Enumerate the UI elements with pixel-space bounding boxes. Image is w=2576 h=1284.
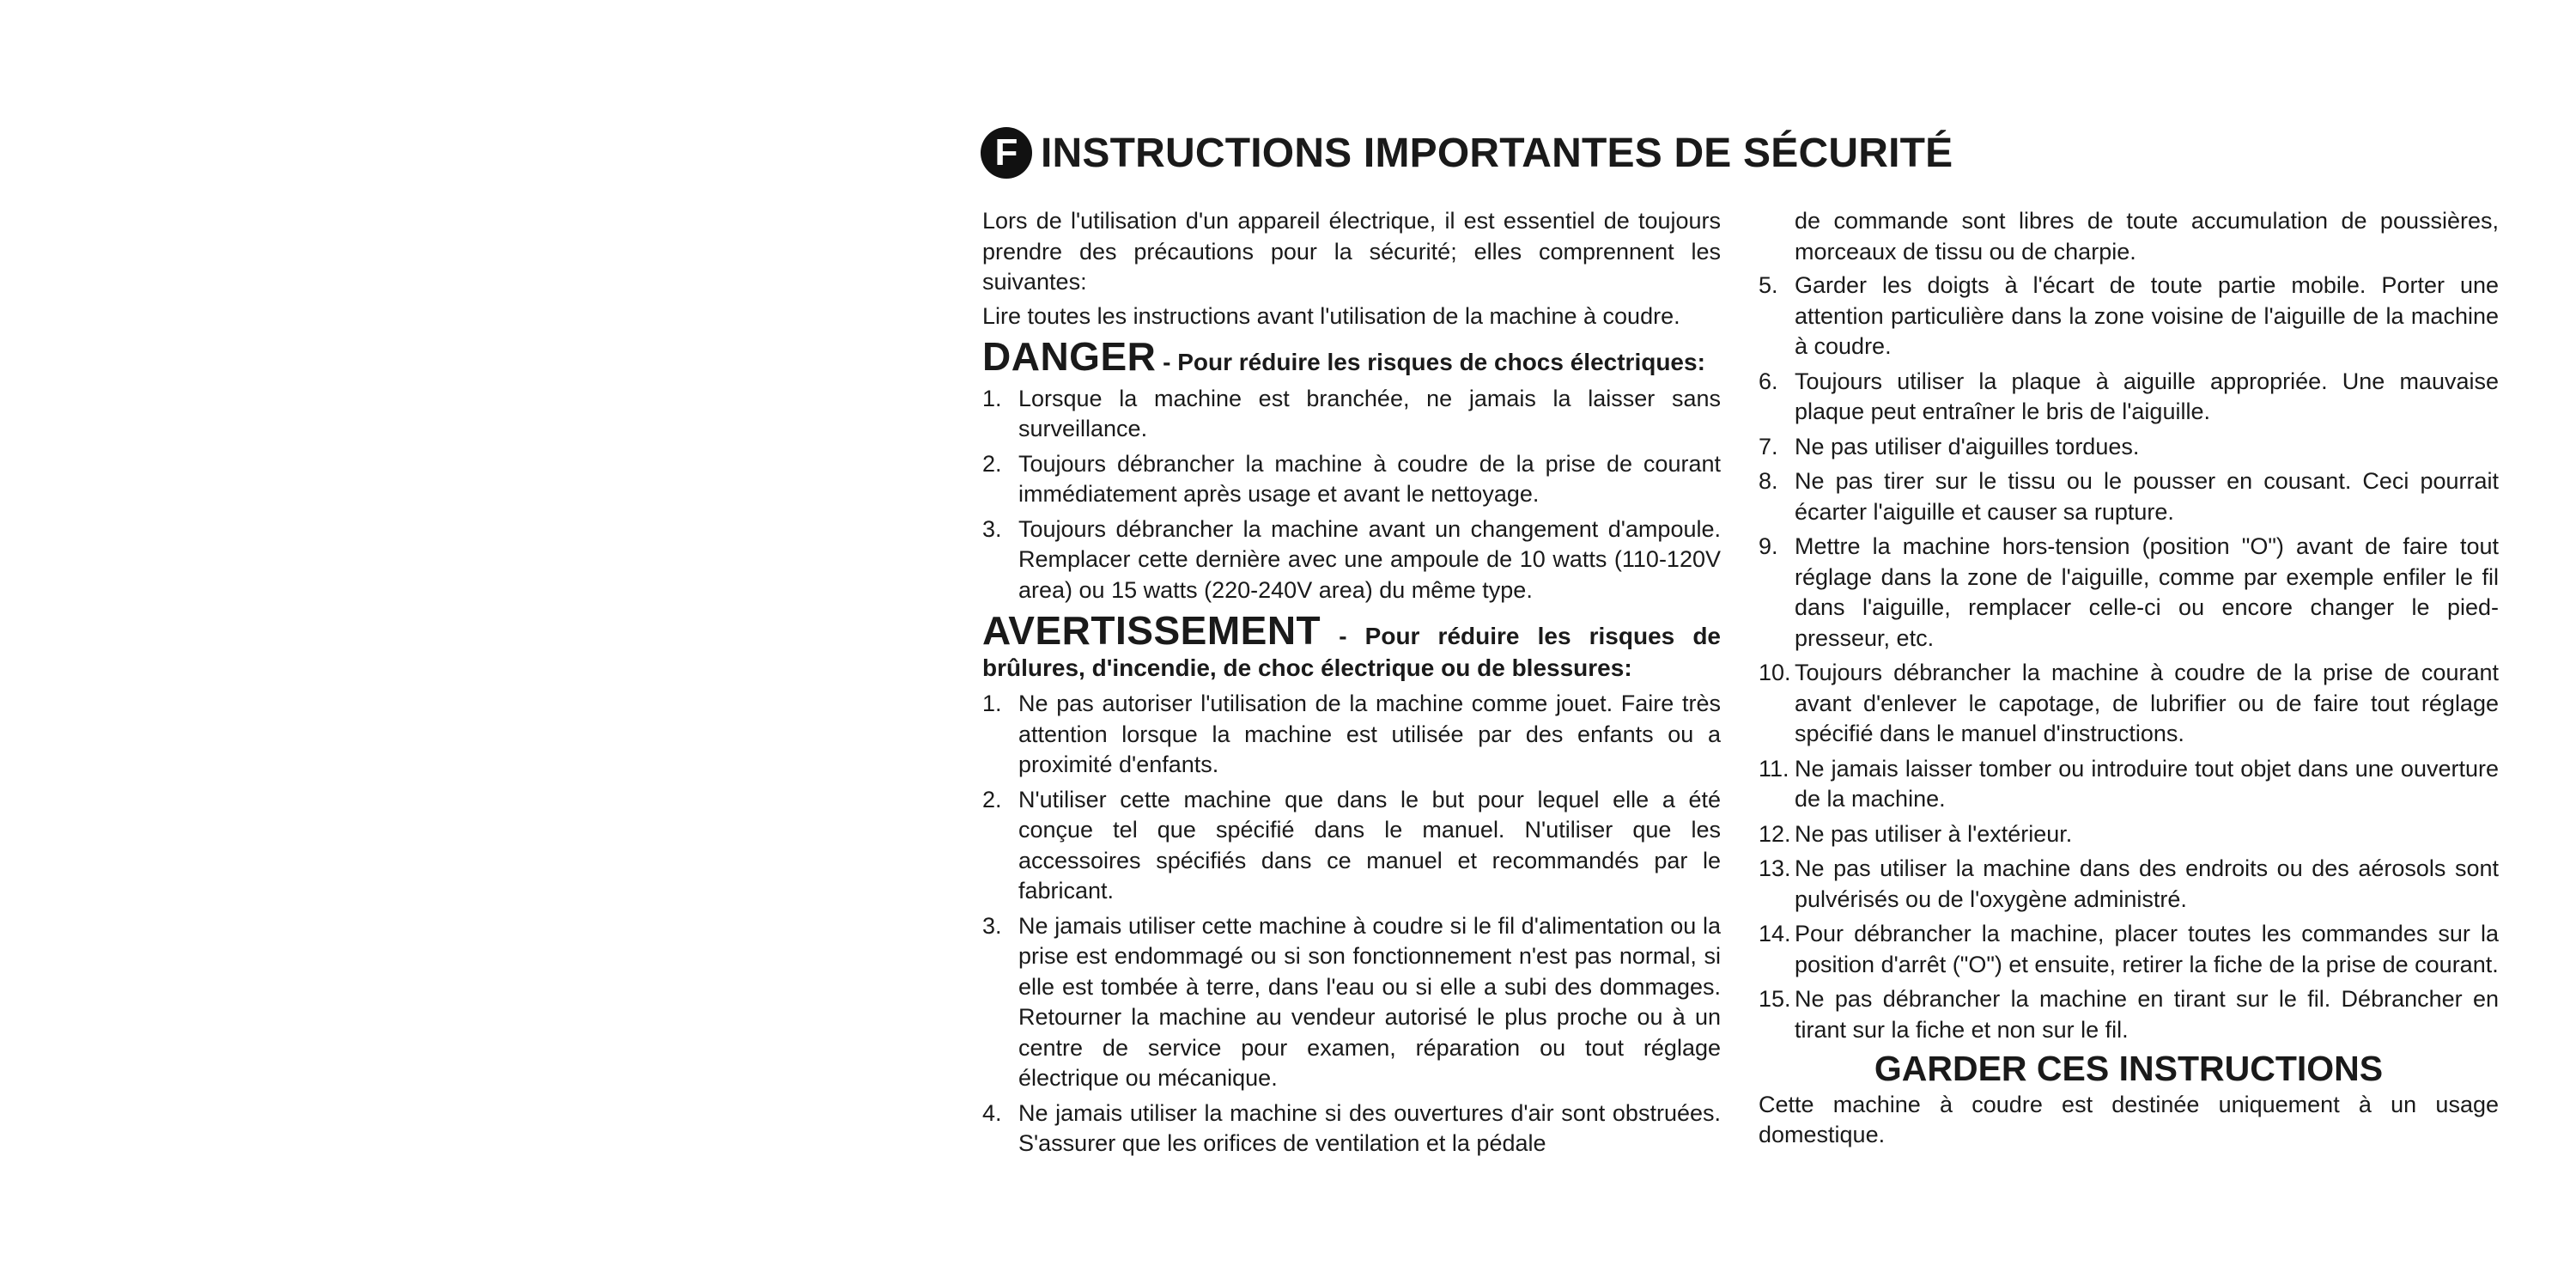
intro-paragraph: Lors de l'utilisation d'un appareil électrique, il est essentiel de toujours prendre des précautions pour la sécurité; elles comprennent les suivantes: bbox=[982, 208, 1721, 295]
danger-list bbox=[982, 384, 1721, 606]
warning-title: AVERTISSEMENT bbox=[982, 608, 1321, 653]
list-item: 1. Lorsque la machine est branchée, ne jamais la laisser sans surveillance. bbox=[982, 385, 1721, 441]
danger-heading bbox=[982, 334, 1721, 379]
warning-heading bbox=[982, 608, 1721, 684]
page-title: INSTRUCTIONS IMPORTANTES DE SÉCURITÉ bbox=[1041, 130, 1953, 176]
list-item: 3. Ne jamais utiliser cette machine à coudre si le fil d'alimentation ou la prise est endommagé ou si son fonctionnement n'est pas normal, si elle est tombée à terre, dans l'eau ou si elle a subi des dommages. Retourner la machine au vendeur autorisé le plus proche ou à un centre de service pour examen, réparation ou tout réglage électrique ou mécanique. bbox=[982, 912, 1721, 1091]
list-item: 3. Toujours débrancher la machine avant un changement d'ampoule. Remplacer cette dernière avec une ampoule de 10 watts (110-120V area) ou 15 watts (220-240V area) du même type. bbox=[982, 515, 1721, 603]
list-item: 13. Ne pas utiliser la machine dans des endroits ou des aérosols sont pulvérisés ou de l'oxygène administré. bbox=[1759, 855, 2499, 912]
danger-title: DANGER bbox=[982, 334, 1157, 379]
list-item: 11. Ne jamais laisser tomber ou introduire tout objet dans une ouverture de la machine. bbox=[1759, 755, 2499, 812]
keep-instructions-heading: GARDER CES INSTRUCTIONS bbox=[1874, 1049, 2384, 1088]
right-column bbox=[1759, 206, 2499, 1154]
warning-subtitle: - Pour réduire les risques de brûlures, d'incendie, de choc électrique ou de blessures: bbox=[982, 623, 1721, 681]
list-item: 10. Toujours débrancher la machine à coudre de la prise de courant avant d'enlever le capotage, de lubrifier ou de faire tout réglage spécifié dans le manuel d'instructions. bbox=[1759, 660, 2499, 746]
list-item: 8. Ne pas tirer sur le tissu ou le pousser en cousant. Ceci pourrait écarter l'aiguille et causer sa rupture. bbox=[1759, 468, 2499, 525]
danger-subtitle: - Pour réduire les risques de chocs électriques: bbox=[1156, 349, 1705, 375]
list-item: 15. Ne pas débrancher la machine en tirant sur le fil. Débrancher en tirant sur la fiche et non sur le fil. bbox=[1759, 986, 2499, 1043]
left-column bbox=[982, 206, 1721, 1164]
warning-list bbox=[982, 689, 1721, 1159]
warning-list-continued bbox=[1759, 271, 2499, 1045]
list-item: 2. N'utiliser cette machine que dans le but pour lequel elle a été conçue tel que spécifié dans le manuel. N'utiliser que les accessoires spécifiés dans ce manuel et recommandés par le fabricant. bbox=[982, 786, 1721, 904]
domestic-use-note: Cette machine à coudre est destinée uniquement à un usage domestique. bbox=[1759, 1091, 2499, 1147]
title-row bbox=[981, 127, 1953, 179]
list-item: 12. Ne pas utiliser à l'extérieur. bbox=[1759, 820, 2073, 847]
list-item: 1. Ne pas autoriser l'utilisation de la machine comme jouet. Faire très attention lorsque la machine est utilisée par des enfants ou a proximité d'enfants. bbox=[982, 691, 1721, 777]
list-item: 2. Toujours débrancher la machine à coudre de la prise de courant immédiatement après usage et avant le nettoyage. bbox=[982, 450, 1721, 507]
language-badge: F bbox=[981, 127, 1032, 179]
warning-item-4-continuation: de commande sont libres de toute accumulation de poussières, morceaux de tissu ou de charpie. bbox=[1795, 208, 2499, 265]
list-item: 9. Mettre la machine hors-tension (position "O") avant de faire tout réglage dans la zone de l'aiguille, comme par exemple enfiler le fil dans l'aiguille, remplacer celle-ci ou encore changer le pied-presseur, etc. bbox=[1759, 533, 2499, 651]
list-item: 4. Ne jamais utiliser la machine si des ouvertures d'air sont obstruées. S'assurer que les orifices de ventilation et la pédale bbox=[982, 1099, 1721, 1156]
intro-read-all: Lire toutes les instructions avant l'utilisation de la machine à coudre. bbox=[982, 302, 1680, 329]
list-item: 7. Ne pas utiliser d'aiguilles tordues. bbox=[1759, 433, 2140, 459]
list-item: 5. Garder les doigts à l'écart de toute partie mobile. Porter une attention particulière dans la zone voisine de l'aiguille de la machine à coudre. bbox=[1759, 272, 2499, 359]
list-item: 6. Toujours utiliser la plaque à aiguille appropriée. Une mauvaise plaque peut entraîner le bris de l'aiguille. bbox=[1759, 368, 2499, 424]
list-item: 14. Pour débrancher la machine, placer toutes les commandes sur la position d'arrêt ("O") et ensuite, retirer la fiche de la prise de courant. bbox=[1759, 921, 2499, 977]
